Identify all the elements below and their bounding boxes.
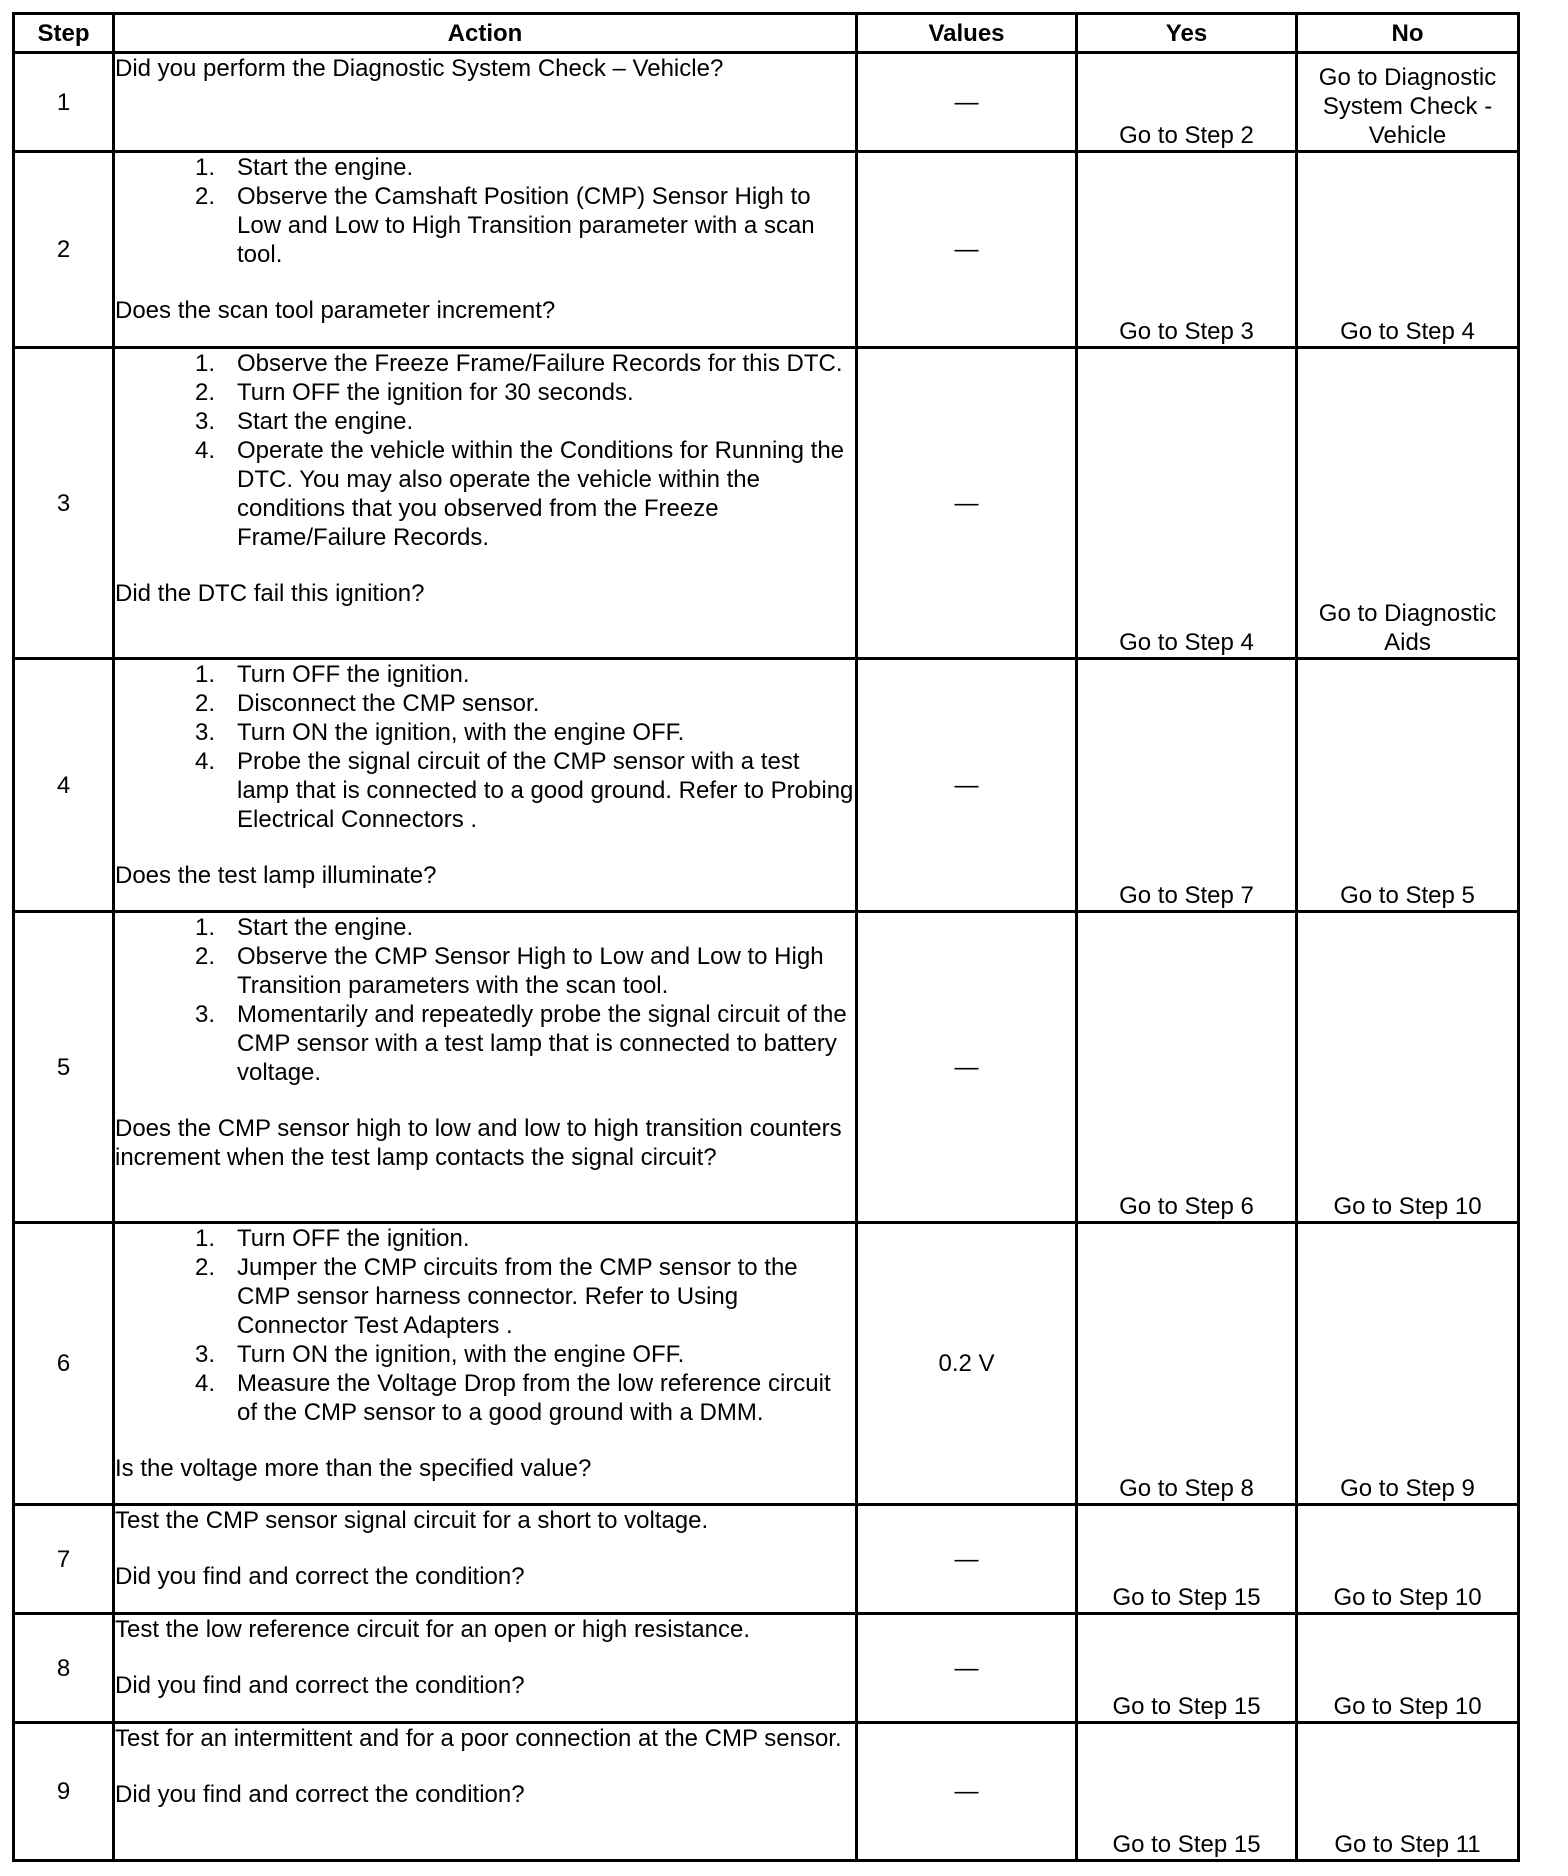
action-question: Does the CMP sensor high to low and low to high transition counters increment when the test lamp contacts the signal circuit?: [115, 1115, 842, 1171]
action-instructions: [115, 913, 855, 1114]
value-cell: —: [857, 1614, 1077, 1723]
action-step-item: [115, 689, 855, 718]
no-action-link[interactable]: Go to Diagnostic Aids: [1297, 348, 1519, 659]
action-content: [115, 660, 855, 890]
action-step-text: Jumper the CMP circuits from the CMP sensor to the CMP sensor harness connector. Refer to Using Connector Test Adapters .: [237, 1254, 798, 1339]
yes-action-link[interactable]: Go to Step 15: [1077, 1723, 1297, 1861]
action-step-text: Momentarily and repeatedly probe the signal circuit of the CMP sensor with a test lamp that is connected to battery voltage.: [237, 1001, 847, 1086]
action-step-number: 4.: [194, 748, 215, 775]
action-step-text: Start the engine.: [237, 154, 414, 181]
action-step-item: [115, 407, 855, 436]
no-action-link[interactable]: Go to Step 9: [1297, 1223, 1519, 1505]
action-content: [115, 913, 855, 1172]
table-row: [14, 1723, 1519, 1861]
step-number: 3: [14, 348, 114, 659]
action-instructions: [115, 153, 855, 296]
action-question: Did you perform the Diagnostic System Check – Vehicle?: [115, 55, 724, 82]
action-content: [115, 1724, 855, 1809]
table-row: [14, 1223, 1519, 1505]
yes-action-link[interactable]: Go to Step 15: [1077, 1505, 1297, 1614]
action-step-text: Observe the Camshaft Position (CMP) Sensor High to Low and Low to High Transition parameter with a scan tool.: [237, 183, 815, 268]
action-intro: Test the CMP sensor signal circuit for a short to voltage.: [115, 1507, 709, 1534]
step-number: 1: [14, 53, 114, 152]
step-number: 6: [14, 1223, 114, 1505]
action-step-number: 3.: [194, 1341, 215, 1368]
diagnostic-table: [12, 12, 1520, 1862]
header-values: Values: [857, 14, 1077, 53]
action-step-number: 4.: [194, 1370, 215, 1397]
no-action-link[interactable]: Go to Step 4: [1297, 152, 1519, 348]
value-cell: —: [857, 53, 1077, 152]
action-step-item: [115, 153, 855, 182]
value-cell: —: [857, 1723, 1077, 1861]
action-instructions: [115, 1724, 855, 1780]
action-cell: [114, 912, 857, 1223]
header-row: [14, 14, 1519, 53]
action-step-text: Operate the vehicle within the Conditions for Running the DTC. You may also operate the vehicle within the conditions that you observed from the Freeze Frame/Failure Records.: [237, 437, 845, 551]
action-step-text: Observe the Freeze Frame/Failure Records for this DTC.: [237, 350, 843, 377]
action-step-text: Disconnect the CMP sensor.: [237, 690, 540, 717]
action-step-text: Observe the CMP Sensor High to Low and Low to High Transition parameters with the scan tool.: [237, 943, 824, 999]
header-no: No: [1297, 14, 1519, 53]
action-step-item: [115, 182, 855, 269]
action-cell: [114, 659, 857, 912]
table-row: [14, 152, 1519, 348]
action-step-number: 2.: [194, 379, 215, 406]
action-cell: [114, 152, 857, 348]
action-step-number: 2.: [194, 943, 215, 970]
table-row: [14, 912, 1519, 1223]
table-row: [14, 1505, 1519, 1614]
action-step-item: [115, 660, 855, 689]
table-row: [14, 53, 1519, 152]
action-instructions: [115, 349, 855, 579]
action-instructions: [115, 1615, 855, 1671]
action-instructions: [115, 1224, 855, 1454]
action-instructions: [115, 1506, 855, 1562]
table-row: [14, 659, 1519, 912]
action-step-number: 1.: [194, 1225, 215, 1252]
action-step-item: [115, 1340, 855, 1369]
action-step-number: 3.: [194, 719, 215, 746]
action-step-text: Start the engine.: [237, 914, 414, 941]
action-cell: [114, 1223, 857, 1505]
no-action-link[interactable]: Go to Step 10: [1297, 1505, 1519, 1614]
action-step-text: Turn OFF the ignition for 30 seconds.: [237, 379, 634, 406]
action-content: [115, 1615, 855, 1700]
action-intro: Test for an intermittent and for a poor connection at the CMP sensor.: [115, 1725, 842, 1752]
action-content: [115, 1224, 855, 1483]
action-step-item: [115, 913, 855, 942]
yes-action-link[interactable]: Go to Step 15: [1077, 1614, 1297, 1723]
action-cell: [114, 53, 857, 152]
action-step-number: 3.: [194, 408, 215, 435]
value-cell: 0.2 V: [857, 1223, 1077, 1505]
action-step-text: Turn OFF the ignition.: [237, 661, 470, 688]
action-instructions: [115, 54, 855, 83]
action-step-list: [115, 913, 855, 1087]
action-content: [115, 1506, 855, 1591]
yes-action-link[interactable]: Go to Step 6: [1077, 912, 1297, 1223]
action-step-number: 2.: [194, 690, 215, 717]
action-cell: [114, 348, 857, 659]
no-action-link[interactable]: Go to Step 5: [1297, 659, 1519, 912]
action-cell: [114, 1614, 857, 1723]
action-step-number: 1.: [194, 661, 215, 688]
header-action: Action: [114, 14, 857, 53]
action-step-number: 2.: [194, 183, 215, 210]
value-cell: —: [857, 1505, 1077, 1614]
table-row: [14, 348, 1519, 659]
action-instructions: [115, 660, 855, 861]
action-step-item: [115, 378, 855, 407]
action-step-number: 2.: [194, 1254, 215, 1281]
action-step-list: [115, 660, 855, 834]
action-step-text: Probe the signal circuit of the CMP sensor with a test lamp that is connected to a good ground. Refer to Probing Electrical Connectors .: [237, 748, 854, 833]
action-step-item: [115, 1253, 855, 1340]
no-action-link[interactable]: Go to Diagnostic System Check - Vehicle: [1297, 53, 1519, 152]
action-step-item: [115, 1224, 855, 1253]
action-step-number: 1.: [194, 914, 215, 941]
no-action-link[interactable]: Go to Step 10: [1297, 912, 1519, 1223]
action-content: [115, 349, 855, 608]
action-step-item: [115, 747, 855, 834]
no-action-link[interactable]: Go to Step 10: [1297, 1614, 1519, 1723]
action-step-item: [115, 718, 855, 747]
value-cell: —: [857, 348, 1077, 659]
yes-action-link[interactable]: Go to Step 4: [1077, 348, 1297, 659]
diagnostic-table-container: [12, 12, 1517, 1862]
yes-action-link[interactable]: Go to Step 8: [1077, 1223, 1297, 1505]
step-number: 7: [14, 1505, 114, 1614]
action-question: Did you find and correct the condition?: [115, 1781, 525, 1808]
action-step-text: Turn ON the ignition, with the engine OFF.: [237, 1341, 685, 1368]
action-step-text: Turn ON the ignition, with the engine OFF.: [237, 719, 685, 746]
value-cell: —: [857, 659, 1077, 912]
action-step-item: [115, 349, 855, 378]
action-step-number: 1.: [194, 154, 215, 181]
action-step-text: Start the engine.: [237, 408, 414, 435]
header-step: Step: [14, 14, 114, 53]
action-step-list: [115, 1224, 855, 1427]
step-number: 4: [14, 659, 114, 912]
action-step-list: [115, 153, 855, 269]
action-question: Did the DTC fail this ignition?: [115, 580, 425, 607]
action-step-item: [115, 436, 855, 552]
action-intro: Test the low reference circuit for an open or high resistance.: [115, 1616, 750, 1643]
value-cell: —: [857, 152, 1077, 348]
action-question: Did you find and correct the condition?: [115, 1672, 525, 1699]
action-step-text: Turn OFF the ignition.: [237, 1225, 470, 1252]
action-step-number: 4.: [194, 437, 215, 464]
action-cell: [114, 1723, 857, 1861]
no-action-link[interactable]: Go to Step 11: [1297, 1723, 1519, 1861]
action-content: [115, 54, 855, 83]
action-step-item: [115, 1000, 855, 1087]
action-question: Is the voltage more than the specified value?: [115, 1455, 592, 1482]
action-step-item: [115, 1369, 855, 1427]
action-step-number: 3.: [194, 1001, 215, 1028]
action-step-item: [115, 942, 855, 1000]
action-step-text: Measure the Voltage Drop from the low reference circuit of the CMP sensor to a good ground with a DMM.: [237, 1370, 831, 1426]
action-question: Does the scan tool parameter increment?: [115, 297, 556, 324]
action-cell: [114, 1505, 857, 1614]
header-yes: Yes: [1077, 14, 1297, 53]
action-step-list: [115, 349, 855, 552]
action-question: Did you find and correct the condition?: [115, 1563, 525, 1590]
table-body: [14, 53, 1519, 1861]
table-row: [14, 1614, 1519, 1723]
action-step-number: 1.: [194, 350, 215, 377]
yes-action-link[interactable]: Go to Step 3: [1077, 152, 1297, 348]
action-question: Does the test lamp illuminate?: [115, 862, 437, 889]
step-number: 9: [14, 1723, 114, 1861]
value-cell: —: [857, 912, 1077, 1223]
step-number: 5: [14, 912, 114, 1223]
action-content: [115, 153, 855, 325]
step-number: 8: [14, 1614, 114, 1723]
yes-action-link[interactable]: Go to Step 7: [1077, 659, 1297, 912]
yes-action-link[interactable]: Go to Step 2: [1077, 53, 1297, 152]
step-number: 2: [14, 152, 114, 348]
